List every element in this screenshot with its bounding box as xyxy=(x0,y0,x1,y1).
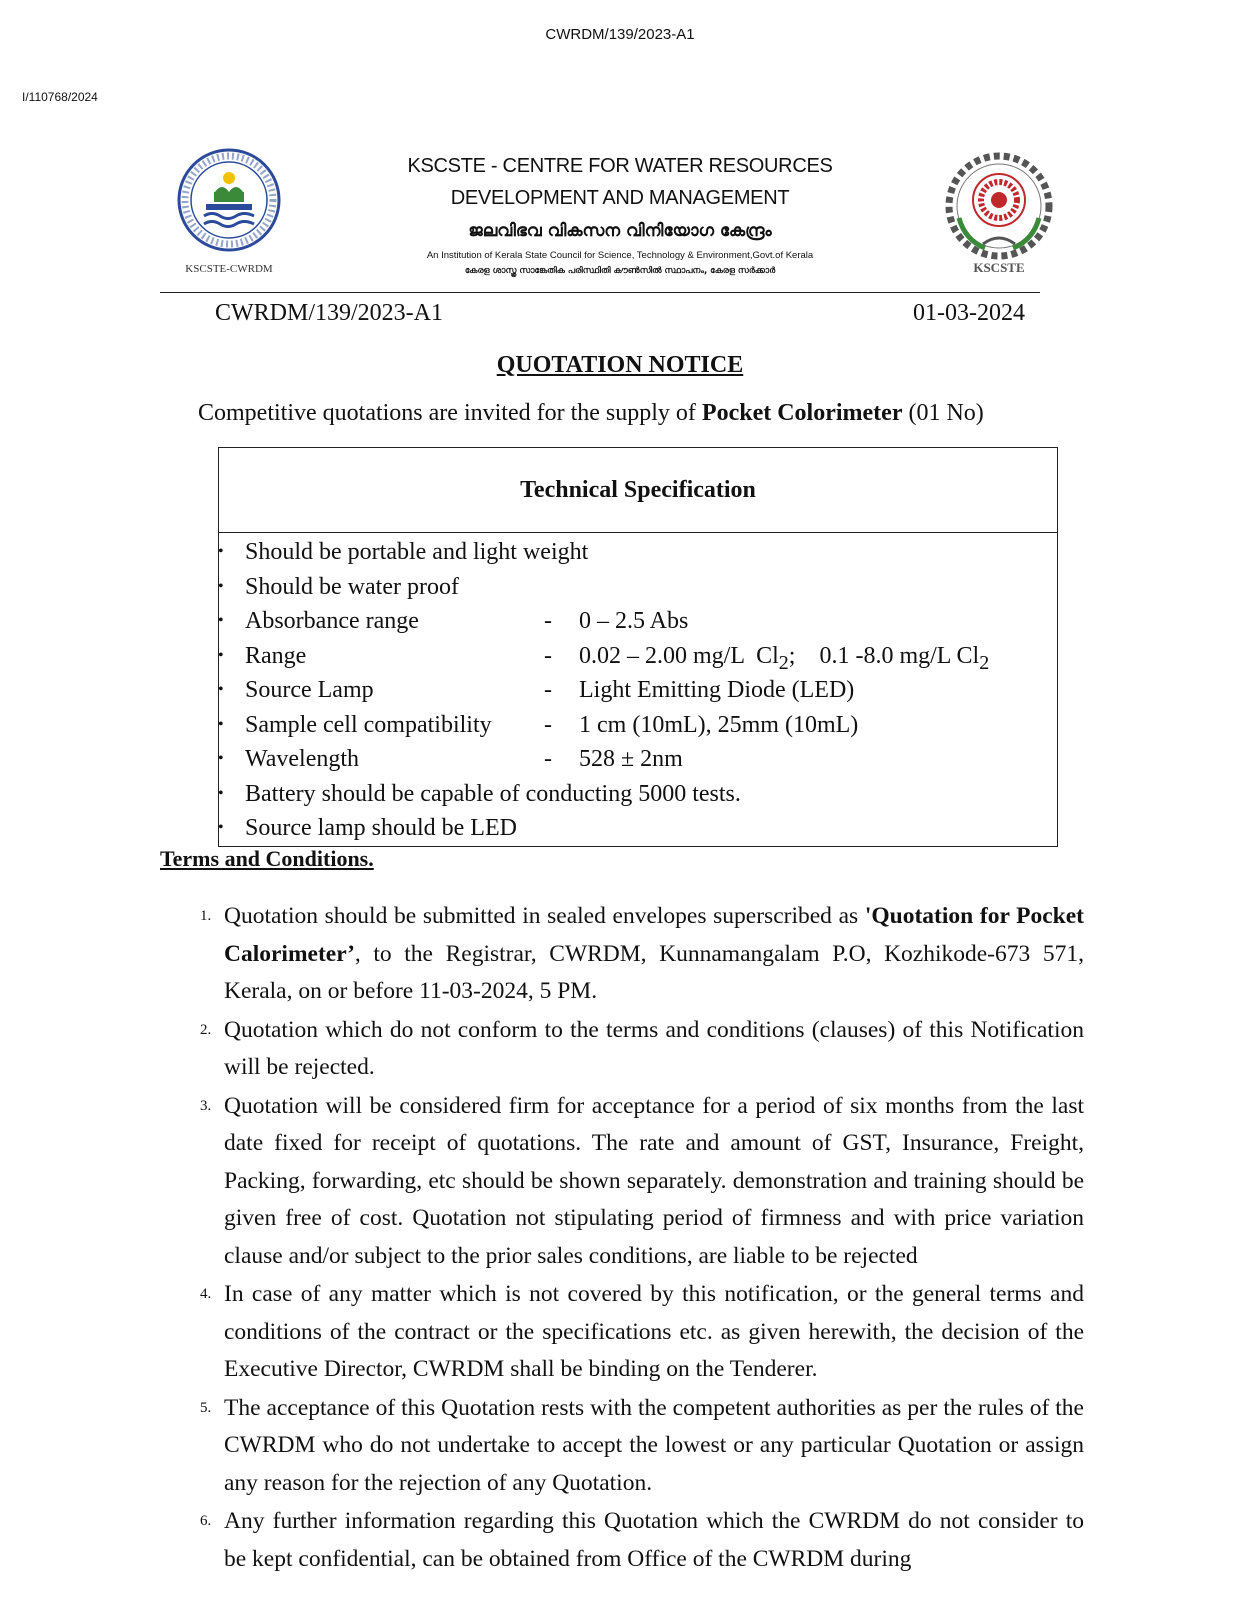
bullet: • xyxy=(218,715,224,733)
spec-item xyxy=(219,742,1057,777)
specification-table xyxy=(218,447,1058,847)
org-name-line2: DEVELOPMENT AND MANAGEMENT xyxy=(450,187,790,209)
term-number: 2. xyxy=(200,1021,212,1038)
term-item xyxy=(200,1012,1084,1087)
range-b: ; 0.1 -8.0 mg/L Cl xyxy=(788,642,980,669)
term-item xyxy=(200,1503,1084,1578)
bullet: • xyxy=(218,784,224,802)
spec-item xyxy=(219,570,1057,605)
spec-item xyxy=(219,708,1057,743)
spec-label: Wavelength xyxy=(245,746,360,772)
range-a: 0.02 – 2.00 mg/L Cl xyxy=(579,642,779,669)
spec-label: Should be portable and light weight xyxy=(245,539,589,565)
range-b-sub: 2 xyxy=(979,651,990,674)
bullet: • xyxy=(218,681,224,698)
reference-number: CWRDM/139/2023-A1 xyxy=(215,300,443,326)
organisation-block xyxy=(380,150,860,278)
spec-label: Should be water proof xyxy=(245,573,459,600)
bullet: • xyxy=(218,543,224,560)
term-text: Quotation which do not conform to the terms and conditions (clauses) of this Notification will be rejected. xyxy=(224,1016,1084,1080)
term-item xyxy=(200,898,1084,1011)
item-name: Pocket Colorimeter xyxy=(701,400,903,426)
bullet: • xyxy=(218,750,224,767)
spec-item xyxy=(219,673,1057,708)
spec-dash: - xyxy=(544,746,552,772)
bullet: • xyxy=(218,577,224,595)
spec-item xyxy=(219,811,1057,846)
spec-value: 528 ± 2nm xyxy=(579,746,683,772)
item-quantity: (01 No) xyxy=(902,400,984,426)
kscste-logo-caption: KSCSTE xyxy=(973,260,1025,275)
term-text: Quotation will be considered firm for acceptance for a period of six months from the last date fixed for receipt of quotations. The rate and amount of GST, Insurance, Freight, Packing, forwarding, etc should be shown separately. demonstration and training should be given free of cost. Quotation not stipulating period of firmness and with price variation clause and/or subject to the prior sales conditions, are liable to be rejected xyxy=(224,1092,1084,1269)
org-name-line1: KSCSTE - CENTRE FOR WATER RESOURCES xyxy=(407,155,833,177)
term-number: 1. xyxy=(200,908,212,924)
spec-value: 1 cm (10mL), 25mm (10mL) xyxy=(579,711,859,738)
term-bold-text: 'Quotation for Pocket Calorimeter’ xyxy=(224,903,1084,967)
spec-heading: Technical Specification xyxy=(219,448,1057,533)
cwrdm-logo xyxy=(170,148,288,276)
bullet: • xyxy=(218,646,224,664)
spec-label: Range xyxy=(245,642,307,669)
spec-item xyxy=(219,604,1057,639)
inward-number: I/110768/2024 xyxy=(22,90,98,104)
spec-dash: - xyxy=(544,608,552,634)
term-item xyxy=(200,1088,1084,1276)
spec-label: Battery should be capable of conducting 5000 tests. xyxy=(245,780,741,807)
term-text-tail: , to the Registrar, CWRDM, Kunnamangalam P.O, Kozhikode-673 571, Kerala, on or before 11-03-2024, 5 PM. xyxy=(224,940,1084,1004)
spec-label: Sample cell compatibility xyxy=(245,711,492,738)
file-reference-header: CWRDM/139/2023-A1 xyxy=(545,26,695,43)
spec-item xyxy=(219,777,1057,812)
header-divider xyxy=(160,292,1040,293)
spec-value: Light Emitting Diode (LED) xyxy=(579,677,855,703)
spec-list xyxy=(219,533,1057,846)
kscste-logo xyxy=(935,148,1063,276)
notice-date: 01-03-2024 xyxy=(913,300,1025,326)
term-item xyxy=(200,1390,1084,1503)
term-number: 6. xyxy=(200,1513,212,1529)
term-item xyxy=(200,1276,1084,1389)
bullet: • xyxy=(218,819,224,836)
terms-heading: Terms and Conditions. xyxy=(160,846,374,871)
term-text: Quotation should be submitted in sealed envelopes superscribed as xyxy=(224,903,865,929)
institution-malayalam: കേരള ശാസ്ത്ര സാങ്കേതിക പരിസ്ഥിതി കൗൺസിൽ സ്ഥാപനം, കേരള സർക്കാർ xyxy=(464,266,776,276)
term-number: 5. xyxy=(200,1399,212,1416)
term-text: Any further information regarding this Quotation which the CWRDM do not consider to be kept confidential, can be obtained from Office of the CWRDM during xyxy=(224,1508,1084,1572)
term-text: In case of any matter which is not covered by this notification, or the general terms and conditions of the contract or the specifications etc. as given herewith, the decision of the Executive Director, CWRDM shall be binding on the Tenderer. xyxy=(224,1281,1084,1382)
institution-english: An Institution of Kerala State Council for Science, Technology & Environment,Govt.of Kerala xyxy=(426,250,814,261)
bullet: • xyxy=(218,612,224,629)
org-name-malayalam: ജലവിഭവ വികസന വിനിയോഗ കേന്ദ്രം xyxy=(468,221,772,241)
term-text: The acceptance of this Quotation rests with the competent authorities as per the rules of the CWRDM who do not undertake to accept the lowest or any particular Quotation or assign any reason for the rejection of any Quotation. xyxy=(224,1394,1084,1496)
notice-title: QUOTATION NOTICE xyxy=(496,352,744,378)
term-number: 3. xyxy=(200,1097,212,1114)
spec-dash: - xyxy=(544,677,552,703)
spec-label: Source Lamp xyxy=(245,677,374,703)
notice-intro xyxy=(198,400,984,427)
spec-label: Source lamp should be LED xyxy=(245,815,517,841)
range-a-sub: 2 xyxy=(778,651,789,674)
spec-dash: - xyxy=(544,642,552,669)
cwrdm-logo-caption: KSCSTE-CWRDM xyxy=(185,263,273,275)
spec-value: 0 – 2.5 Abs xyxy=(579,608,689,634)
intro-text: Competitive quotations are invited for the supply of xyxy=(198,400,702,426)
spec-dash: - xyxy=(544,711,552,738)
terms-list xyxy=(200,898,1084,1579)
term-number: 4. xyxy=(200,1286,212,1302)
spec-label: Absorbance range xyxy=(245,608,419,634)
spec-item xyxy=(219,639,1057,674)
spec-item xyxy=(219,535,1057,570)
